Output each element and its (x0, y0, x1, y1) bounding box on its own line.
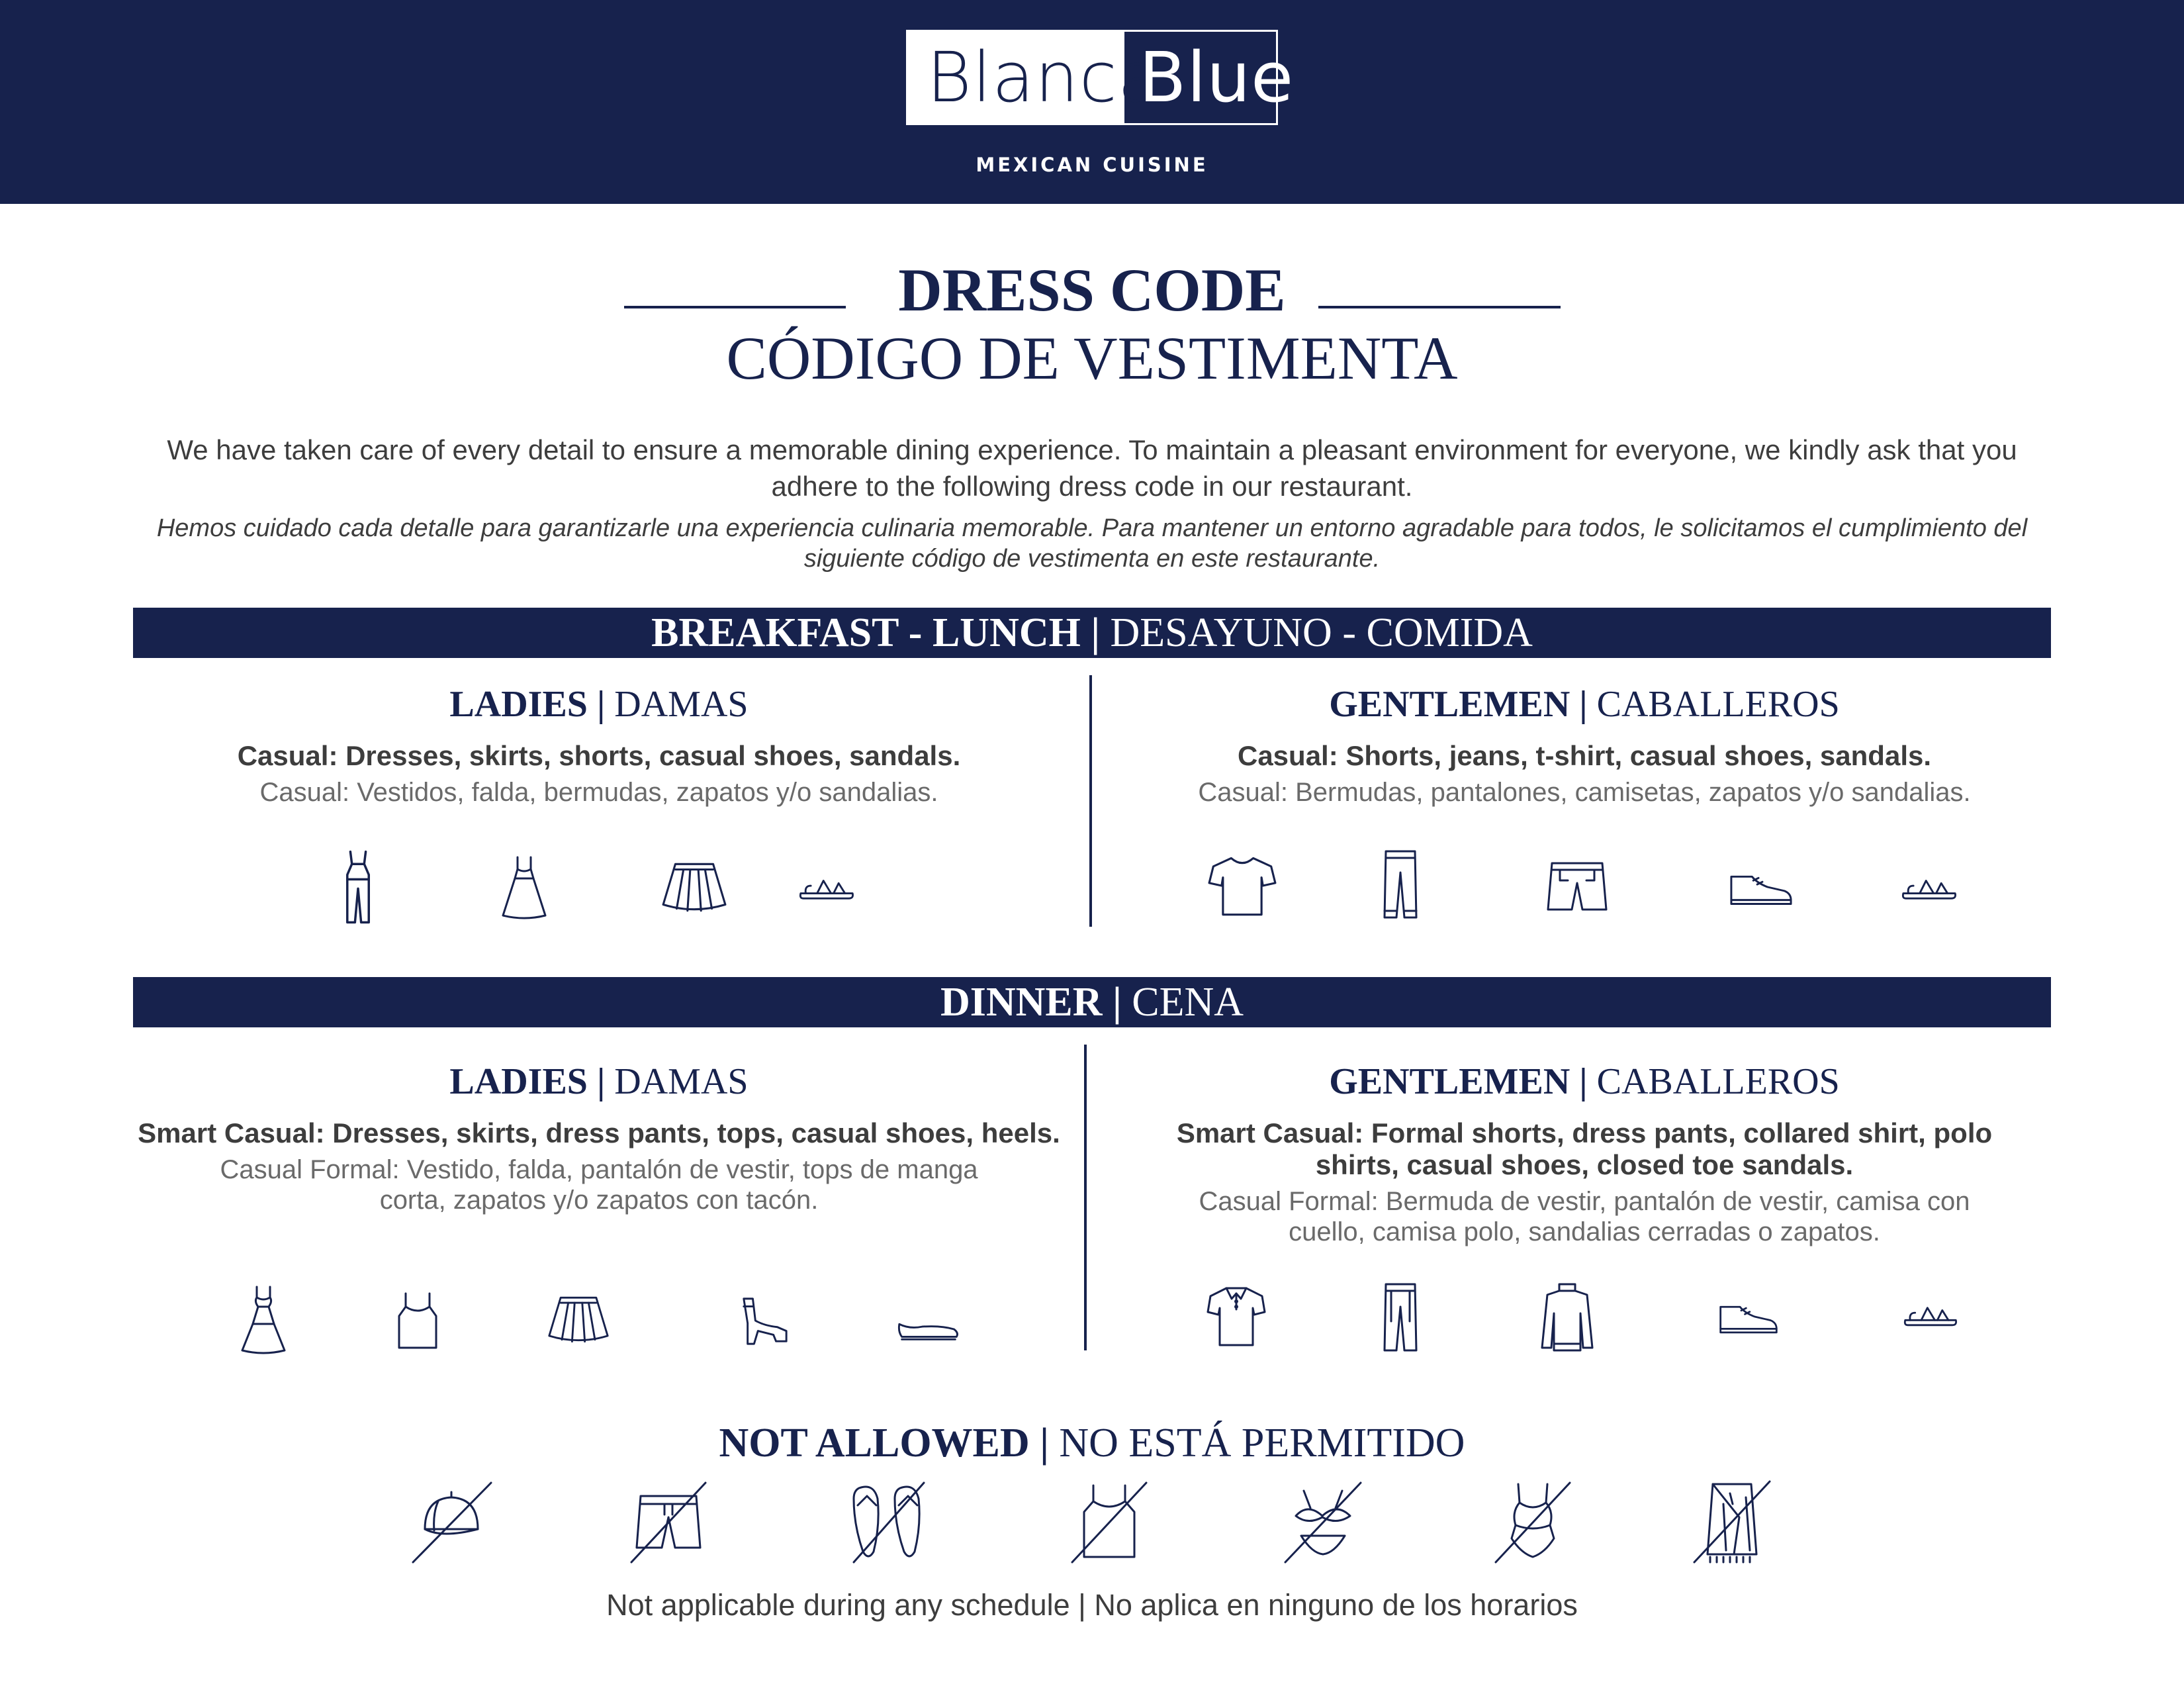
section-separator: | (1091, 610, 1101, 655)
heading-separator: | (1579, 1061, 1588, 1102)
ladies-heading (133, 1060, 1065, 1103)
footer-note-es: No aplica en ninguno de los horarios (1094, 1588, 1578, 1622)
header-banner (0, 0, 2184, 204)
polo-shirt-icon (1206, 1284, 1266, 1348)
gentlemen-heading-en: GENTLEMEN (1329, 684, 1570, 725)
gentlemen-heading (1118, 683, 2050, 726)
t-shirt-icon (1208, 854, 1277, 917)
no-swim-trunks-icon (627, 1479, 709, 1565)
column-divider (1089, 675, 1092, 927)
no-swimsuit-icon (1492, 1479, 1574, 1565)
brand-logo (906, 30, 1295, 125)
title-rule-right (1318, 306, 1561, 308)
sweater-icon (1541, 1282, 1594, 1353)
gentlemen-smart-casual-en: Smart Casual: Formal shorts, dress pants, collared shirt, polo shirts, casual shoes, closed toe sandals. (1176, 1117, 1993, 1180)
jumpsuit-icon (334, 849, 382, 925)
flat-shoe-icon (897, 1315, 960, 1342)
dress-icon (498, 853, 551, 923)
ladies-heading-en: LADIES (449, 684, 588, 725)
sneaker-icon (1729, 867, 1794, 907)
skirt-icon (547, 1292, 610, 1346)
heading-separator: | (596, 684, 606, 725)
no-flip-flops-icon (850, 1479, 928, 1565)
jeans-icon (1380, 849, 1421, 921)
gentlemen-heading (1118, 1060, 2050, 1103)
section-title-es: DESAYUNO - COMIDA (1110, 610, 1533, 655)
section-bar-breakfast-lunch (133, 608, 2051, 658)
footer-note (0, 1587, 2184, 1623)
ladies-heading-es: DAMAS (614, 684, 749, 725)
gown-icon (238, 1284, 289, 1354)
gentlemen-heading-es: CABALLEROS (1596, 1061, 1840, 1102)
ladies-heading-en: LADIES (449, 1061, 588, 1102)
footer-separator: | (1078, 1588, 1086, 1622)
no-cap-icon (409, 1479, 495, 1565)
sandal-icon (1903, 1299, 1958, 1329)
section-separator: | (1113, 980, 1122, 1025)
no-sarong-icon (1690, 1477, 1774, 1566)
gentlemen-heading-es: CABALLEROS (1596, 684, 1840, 725)
section-title-en: DINNER (940, 980, 1103, 1025)
heel-icon (739, 1295, 790, 1346)
intro-spanish: Hemos cuidado cada detalle para garantizarle una experiencia culinaria memorable. Para mantener un entorno agradable para todos, le solicitamos el cumplimiento del siguiente código de vestimenta en este restaurante. (156, 514, 2028, 573)
logo-name-right: Blue (1139, 37, 1295, 118)
dress-pants-icon (1382, 1282, 1419, 1353)
sandal-icon (1901, 871, 1958, 903)
ladies-casual-en: Casual: Dresses, skirts, shorts, casual shoes, sandals. (237, 740, 961, 771)
intro-english: We have taken care of every detail to ensure a memorable dining experience. To maintain a pleasant environment for everyone, we kindly ask that you adhere to the following dress code in our restaurant. (167, 434, 2017, 502)
section-title-es: CENA (1132, 980, 1244, 1025)
heading-separator: | (1040, 1421, 1049, 1466)
gentlemen-heading-en: GENTLEMEN (1329, 1061, 1570, 1102)
sandal-icon (798, 871, 855, 903)
column-divider (1084, 1045, 1087, 1350)
footer-note-en: Not applicable during any schedule (606, 1588, 1070, 1622)
shorts-icon (1545, 861, 1609, 914)
not-allowed-heading-en: NOT ALLOWED (719, 1421, 1030, 1466)
no-tank-top-icon (1068, 1479, 1150, 1565)
brand-tagline: MEXICAN CUISINE (976, 154, 1208, 176)
tank-top-icon (395, 1291, 440, 1350)
page-title-spanish: CÓDIGO DE VESTIMENTA (726, 324, 1458, 392)
heading-separator: | (596, 1061, 606, 1102)
ladies-casual-es: Casual: Vestidos, falda, bermudas, zapatos y/o sandalias. (259, 778, 938, 807)
not-allowed-heading-es: NO ESTÁ PERMITIDO (1059, 1421, 1465, 1466)
ladies-heading-es: DAMAS (614, 1061, 749, 1102)
heading-separator: | (1579, 684, 1588, 725)
no-bikini-icon (1281, 1479, 1365, 1565)
ladies-heading (133, 683, 1065, 726)
gentlemen-casual-formal-es: Casual Formal: Bermuda de vestir, pantalón de vestir, camisa con cuello, camisa polo, sandalias cerradas o zapatos. (1199, 1187, 1970, 1246)
section-bar-dinner (133, 977, 2051, 1027)
page-title: DRESS CODE (898, 256, 1286, 324)
logo-name-left: Blanca (908, 32, 1124, 123)
section-title-en: BREAKFAST - LUNCH (651, 610, 1081, 655)
sneaker-icon (1718, 1297, 1779, 1336)
not-allowed-heading (0, 1418, 2184, 1468)
skirt-icon (660, 859, 728, 915)
ladies-smart-casual-en: Smart Casual: Dresses, skirts, dress pants, tops, casual shoes, heels. (138, 1117, 1060, 1149)
ladies-casual-formal-es: Casual Formal: Vestido, falda, pantalón de vestir, tops de manga corta, zapatos y/o zapatos con tacón. (220, 1155, 978, 1215)
gentlemen-casual-es: Casual: Bermudas, pantalones, camisetas, zapatos y/o sandalias. (1198, 778, 1971, 807)
gentlemen-casual-en: Casual: Shorts, jeans, t-shirt, casual shoes, sandals. (1237, 740, 1932, 771)
